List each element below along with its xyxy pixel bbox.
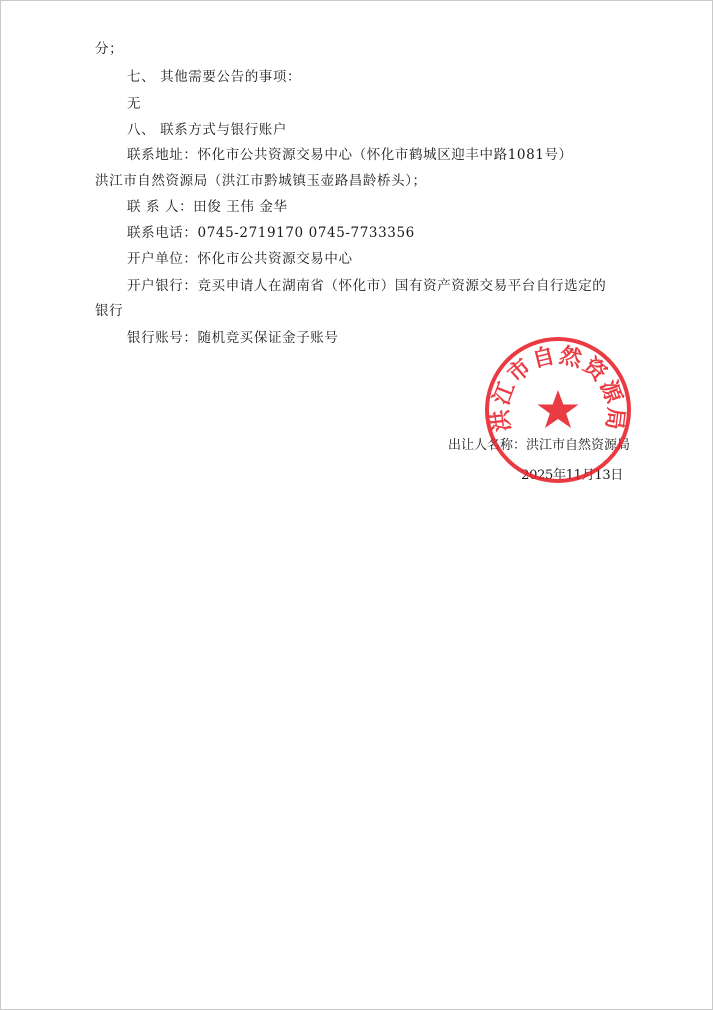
text-line: 分； (95, 41, 124, 57)
signatory-name: 出让人名称：洪江市自然资源局 (447, 438, 630, 453)
svg-text:洪江市自然资源局 (488, 342, 628, 433)
account-bank-continued: 银行 (95, 303, 124, 319)
contact-address: 联系地址：怀化市公共资源交易中心（怀化市鹤城区迎丰中路1081号） (127, 147, 573, 163)
seal-star-icon (538, 390, 579, 428)
contact-address-2: 洪江市自然资源局（洪江市黔城镇玉壶路昌龄桥头）； (95, 173, 427, 189)
contact-phone: 联系电话：0745-2719170 0745-7733356 (127, 225, 415, 241)
section-heading-contact: 八、 联系方式与银行账户 (127, 122, 287, 138)
account-bank: 开户银行：竞买申请人在湖南省（怀化市）国有资产资源交易平台自行选定的 (127, 278, 607, 294)
account-number: 银行账号：随机竞买保证金子账号 (127, 330, 339, 346)
text-line: 无 (127, 96, 142, 112)
official-seal (483, 335, 633, 485)
signature-date: 2025年11月13日 (521, 468, 623, 483)
account-holder: 开户单位：怀化市公共资源交易中心 (127, 251, 353, 267)
section-heading-other-matters: 七、 其他需要公告的事项： (127, 69, 302, 85)
seal-text: 洪江市自然资源局 (488, 343, 628, 433)
contact-persons: 联 系 人：田俊 王伟 金华 (127, 199, 288, 215)
